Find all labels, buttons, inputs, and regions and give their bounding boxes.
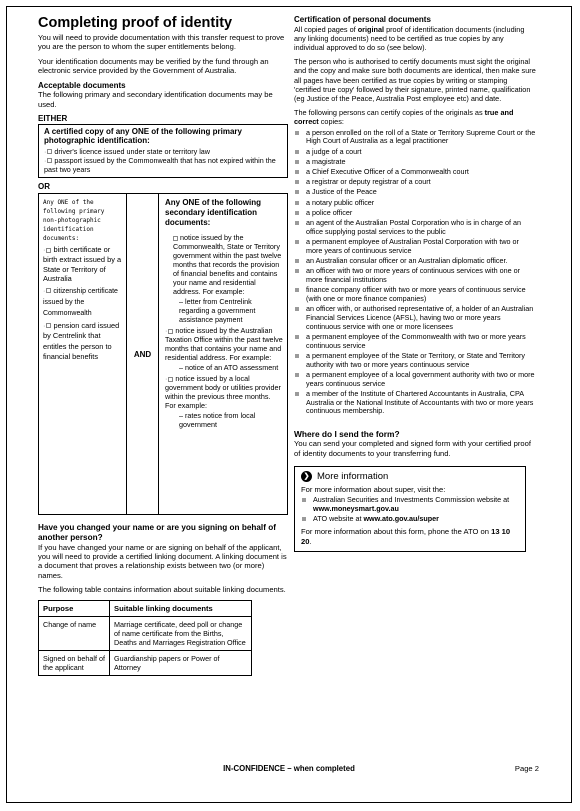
secondary-id-column (159, 194, 287, 514)
linking-documents-table (38, 600, 252, 676)
right-column (294, 15, 536, 552)
and-label: AND (133, 349, 152, 359)
send-form-heading: Where do I send the form? (294, 428, 400, 439)
primary-photo-id-heading: A certified copy of any ONE of the following primary photographic identification: (44, 126, 242, 146)
list-item: an officer with, or authorised representative of, a holder of an Australian Financial Services Licence (AFSL), having two or more years continuous service with one or more licensees (294, 305, 536, 331)
table-cell: Change of name (39, 616, 110, 650)
table-header-cell: Suitable linking documents (110, 600, 252, 616)
non-photo-id-item: · birth certificate or birth extract issued by a State or Territory of Australia (43, 245, 122, 284)
phone-number: 13 10 20 (301, 527, 511, 546)
name-change-text: If you have changed your name or are signing on behalf of the applicant, you will need to provide a certified linking document. A linking document is a document that proves a relationship exists between two (or more) names. (38, 542, 287, 580)
non-photo-id-item: · citizenship certificate issued by the Commonwealth (43, 287, 118, 317)
secondary-id-example: – notice of an ATO assessment (179, 363, 279, 373)
moneysmart-link[interactable]: www.moneysmart.gov.au (313, 504, 399, 514)
checkbox-icon[interactable] (47, 149, 52, 154)
page-title: Completing proof of identity (38, 15, 233, 31)
list-item: a judge of a court (294, 148, 536, 157)
list-item: a magistrate (294, 158, 536, 167)
non-photo-id-combo-box (38, 193, 288, 515)
list-item: a police officer (294, 209, 536, 218)
ato-super-link[interactable]: www.ato.gov.au/super (363, 514, 439, 524)
checkbox-icon[interactable] (46, 288, 51, 293)
primary-photo-id-item: · driver's licence issued under state or territory law (44, 146, 210, 156)
footer-confidentiality-notice: IN-CONFIDENCE – when completed (223, 764, 355, 773)
intro-paragraph-2: Your identification documents may be verified by the fund through an electronic service provided by the Government of Australia. (38, 56, 269, 76)
list-item: a permanent employee of the Commonwealth with two or more years continuous service (294, 333, 536, 351)
send-form-text: You can send your completed and signed form with your certified proof of identity documents to your transferring fund. (294, 439, 531, 458)
table-cell: Marriage certificate, deed poll or change of name certificate from the Births, Deaths and Marriages Registration Office (110, 616, 252, 650)
table-cell: Guardianship papers or Power of Attorney (110, 650, 252, 675)
list-item: a permanent employee of Australian Postal Corporation with two or more years of continuous service (294, 238, 536, 256)
list-item: an agent of the Australian Postal Corporation who is in charge of an office supplying postal services to the public (294, 219, 536, 237)
list-item: an Australian consular officer or an Australian diplomatic officer. (294, 257, 536, 266)
and-column (127, 194, 159, 514)
secondary-id-item: · notice issued by a local government body or utilities provider within the previous three months. For example: (165, 374, 281, 411)
arrow-right-circle-icon: ❯ (301, 471, 312, 482)
more-information-header (301, 471, 519, 482)
non-photo-id-heading: Any ONE of the following primary non-photographic identification documents: (43, 199, 105, 243)
primary-photo-id-box (38, 124, 288, 178)
acceptable-documents-heading: Acceptable documents (38, 80, 126, 90)
table-header-cell: Purpose (39, 600, 110, 616)
checkbox-icon[interactable] (47, 158, 52, 163)
page-number: Page 2 (514, 764, 539, 773)
list-item: a Justice of the Peace (294, 188, 536, 197)
checkbox-icon[interactable] (168, 329, 173, 334)
non-photo-id-column (39, 194, 127, 514)
list-item: a registrar or deputy registrar of a court (294, 178, 536, 187)
more-information-heading: More information (317, 470, 389, 482)
linking-table-intro: The following table contains information about suitable linking documents. (38, 585, 286, 595)
left-column (38, 15, 288, 676)
intro-paragraph-1: You will need to provide documentation with this transfer request to prove you are the person to whom the super entitlements belong. (38, 33, 285, 52)
table-row (39, 650, 252, 675)
checkbox-icon[interactable] (46, 323, 51, 328)
primary-photo-id-item: · passport issued by the Commonwealth that has not expired within the past two years (44, 155, 276, 174)
or-label: OR (38, 181, 50, 191)
name-change-heading: Have you changed your name or are you signing on behalf of another person? (38, 523, 276, 542)
list-item: a permanent employee of the State or Territory, or State and Territory authority with two or more years continuous service (294, 352, 536, 370)
list-item: a notary public officer (294, 199, 536, 208)
table-row (39, 616, 252, 650)
list-item: a member of the Institute of Chartered Accountants in Australia, CPA Australia or the National Institute of Accountants with two or more years continuous membership. (294, 390, 536, 416)
certification-paragraph-2: The person who is authorised to certify documents must sight the original and the copy and make sure both documents are identical, then make sure all pages have been certified as true copies by writing or stamping 'certified true copy' followed by their signature, printed name, qualification (eg Justice of the Peace, Australia Post employee etc) and date. (294, 57, 536, 104)
list-item: Australian Securities and Investments Commission website at www.moneysmart.gov.au (301, 496, 519, 514)
dash-icon: · (44, 155, 47, 165)
list-item: ATO website at www.ato.gov.au/super (301, 515, 519, 524)
checkbox-icon[interactable] (173, 236, 178, 241)
more-information-intro: For more information about super, visit the: (301, 484, 446, 494)
secondary-id-example: – letter from Centrelink regarding a government assistance payment (179, 297, 256, 325)
table-header-row (39, 600, 252, 616)
certification-heading: Certification of personal documents (294, 15, 431, 24)
more-information-list (301, 496, 519, 524)
checkbox-icon[interactable] (168, 377, 173, 382)
table-cell: Signed on behalf of the applicant (39, 650, 110, 675)
list-item: a person enrolled on the roll of a State or Territory Supreme Court or the High Court of Australia as a legal practitioner (294, 129, 536, 147)
secondary-id-item: · notice issued by the Australian Taxation Office within the past twelve months that contains your name and residential address. For example: (165, 326, 283, 363)
certification-paragraph-3: The following persons can certify copies of the originals as true and correct copies: (294, 108, 514, 127)
acceptable-documents-text: The following primary and secondary identification documents may be used. (38, 90, 273, 109)
certification-paragraph-1: All copied pages of original proof of identification documents (including any linking documents) need to be certified as true copies by any individual approved to do so (see below). (294, 24, 525, 52)
secondary-id-example: – rates notice from local government (179, 411, 256, 430)
checkbox-icon[interactable] (46, 248, 51, 253)
list-item: a permanent employee of a local government authority with two or more years continuous service (294, 371, 536, 389)
list-item: a Chief Executive Officer of a Commonwealth court (294, 168, 536, 177)
more-information-box (294, 466, 526, 552)
either-label: EITHER (38, 114, 68, 124)
certifiers-list (294, 129, 536, 417)
list-item: an officer with two or more years of continuous services with one or more financial institutions (294, 267, 536, 285)
secondary-id-item: notice issued by the Commonwealth, State or Territory government within the past twelve months that records the provision of financial benefits and contains your name and residential address. For example: (173, 233, 282, 297)
phone-info-text: For more information about this form, phone the ATO on 13 10 20. (301, 527, 511, 546)
non-photo-id-item: · pension card issued by Centrelink that entitles the person to financial benefits (43, 320, 120, 361)
secondary-id-heading: Any ONE of the following secondary identification documents: (165, 198, 261, 227)
document-page (6, 6, 572, 803)
dash-icon: · (44, 146, 47, 156)
list-item: finance company officer with two or more years of continuous service (with one or more finance companies) (294, 286, 536, 304)
